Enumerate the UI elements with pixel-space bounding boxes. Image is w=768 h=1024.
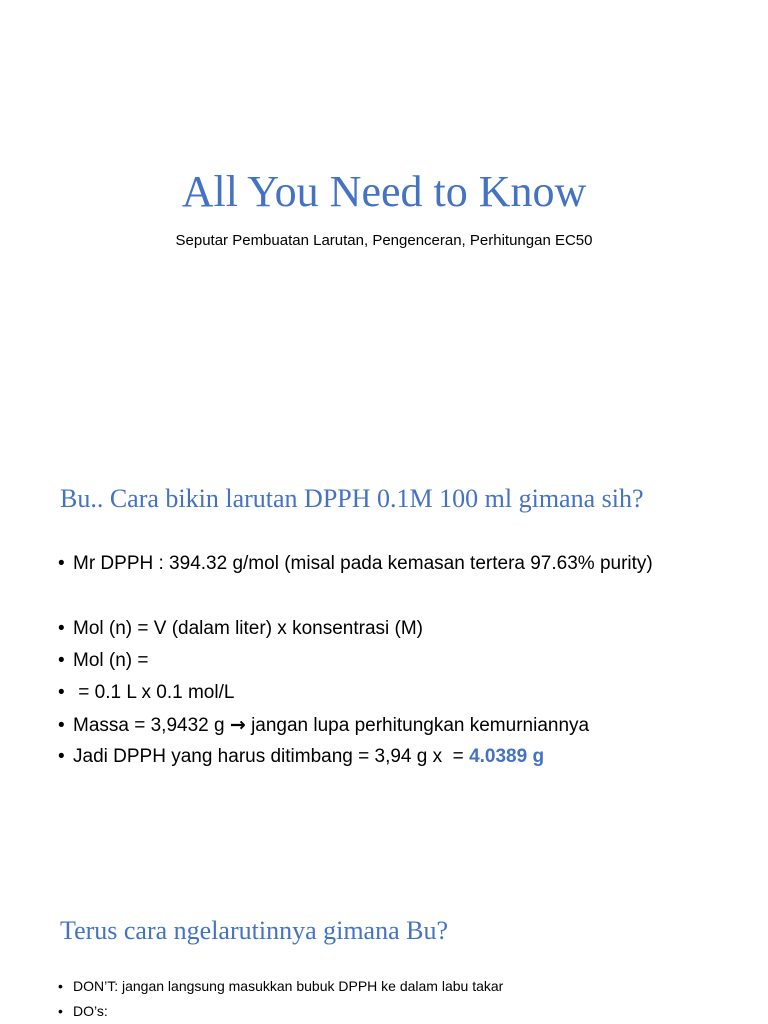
mol-equals-text: Mol (n) = [73, 650, 149, 671]
bullet-icon: • [58, 978, 63, 994]
list-item [58, 741, 653, 773]
bullet-icon: • [58, 682, 65, 703]
bullet-icon: • [58, 715, 65, 736]
dissolve-steps-list [58, 974, 503, 1024]
massa-text: Massa = 3,9432 g [73, 715, 225, 736]
purity-reminder-text: jangan lupa perhitungkan kemurniannya [251, 715, 590, 736]
list-item [58, 974, 503, 999]
list-item [58, 645, 653, 677]
list-item [58, 613, 653, 645]
list-item [58, 677, 653, 709]
dont-text: DON’T: jangan langsung masukkan bubuk DPPH ke dalam labu takar [73, 978, 504, 994]
slide-title: All You Need to Know [181, 167, 587, 216]
section-heading-dpph: Bu.. Cara bikin larutan DPPH 0.1M 100 ml gimana sih? [60, 484, 644, 513]
arrow-right-icon: → [229, 714, 246, 736]
mol-formula-text: Mol (n) = V (dalam liter) x konsentrasi (M) [73, 618, 423, 639]
dpph-calculation-list [58, 548, 653, 773]
list-item [58, 999, 503, 1024]
dos-text: DO’s: [73, 1003, 108, 1019]
bullet-icon: • [58, 746, 65, 767]
bullet-icon: • [58, 1003, 63, 1019]
list-spacer [58, 581, 653, 613]
section-heading-dissolve: Terus cara ngelarutinnya gimana Bu? [60, 916, 449, 945]
bullet-icon: • [58, 650, 65, 671]
mr-dpph-text: Mr DPPH : 394.32 g/mol (misal pada kemasan tertera 97.63% purity) [73, 553, 653, 574]
bullet-icon: • [58, 553, 65, 574]
list-item [58, 548, 653, 581]
bullet-icon: • [58, 618, 65, 639]
list-item [58, 709, 653, 741]
result-value: 4.0389 g [469, 746, 545, 767]
slide-subtitle: Seputar Pembuatan Larutan, Pengenceran, Perhitungan EC50 [175, 232, 593, 249]
mol-calculation-text: = 0.1 L x 0.1 mol/L [73, 682, 235, 703]
weigh-amount-text: Jadi DPPH yang harus ditimbang = 3,94 g x = [73, 746, 470, 767]
